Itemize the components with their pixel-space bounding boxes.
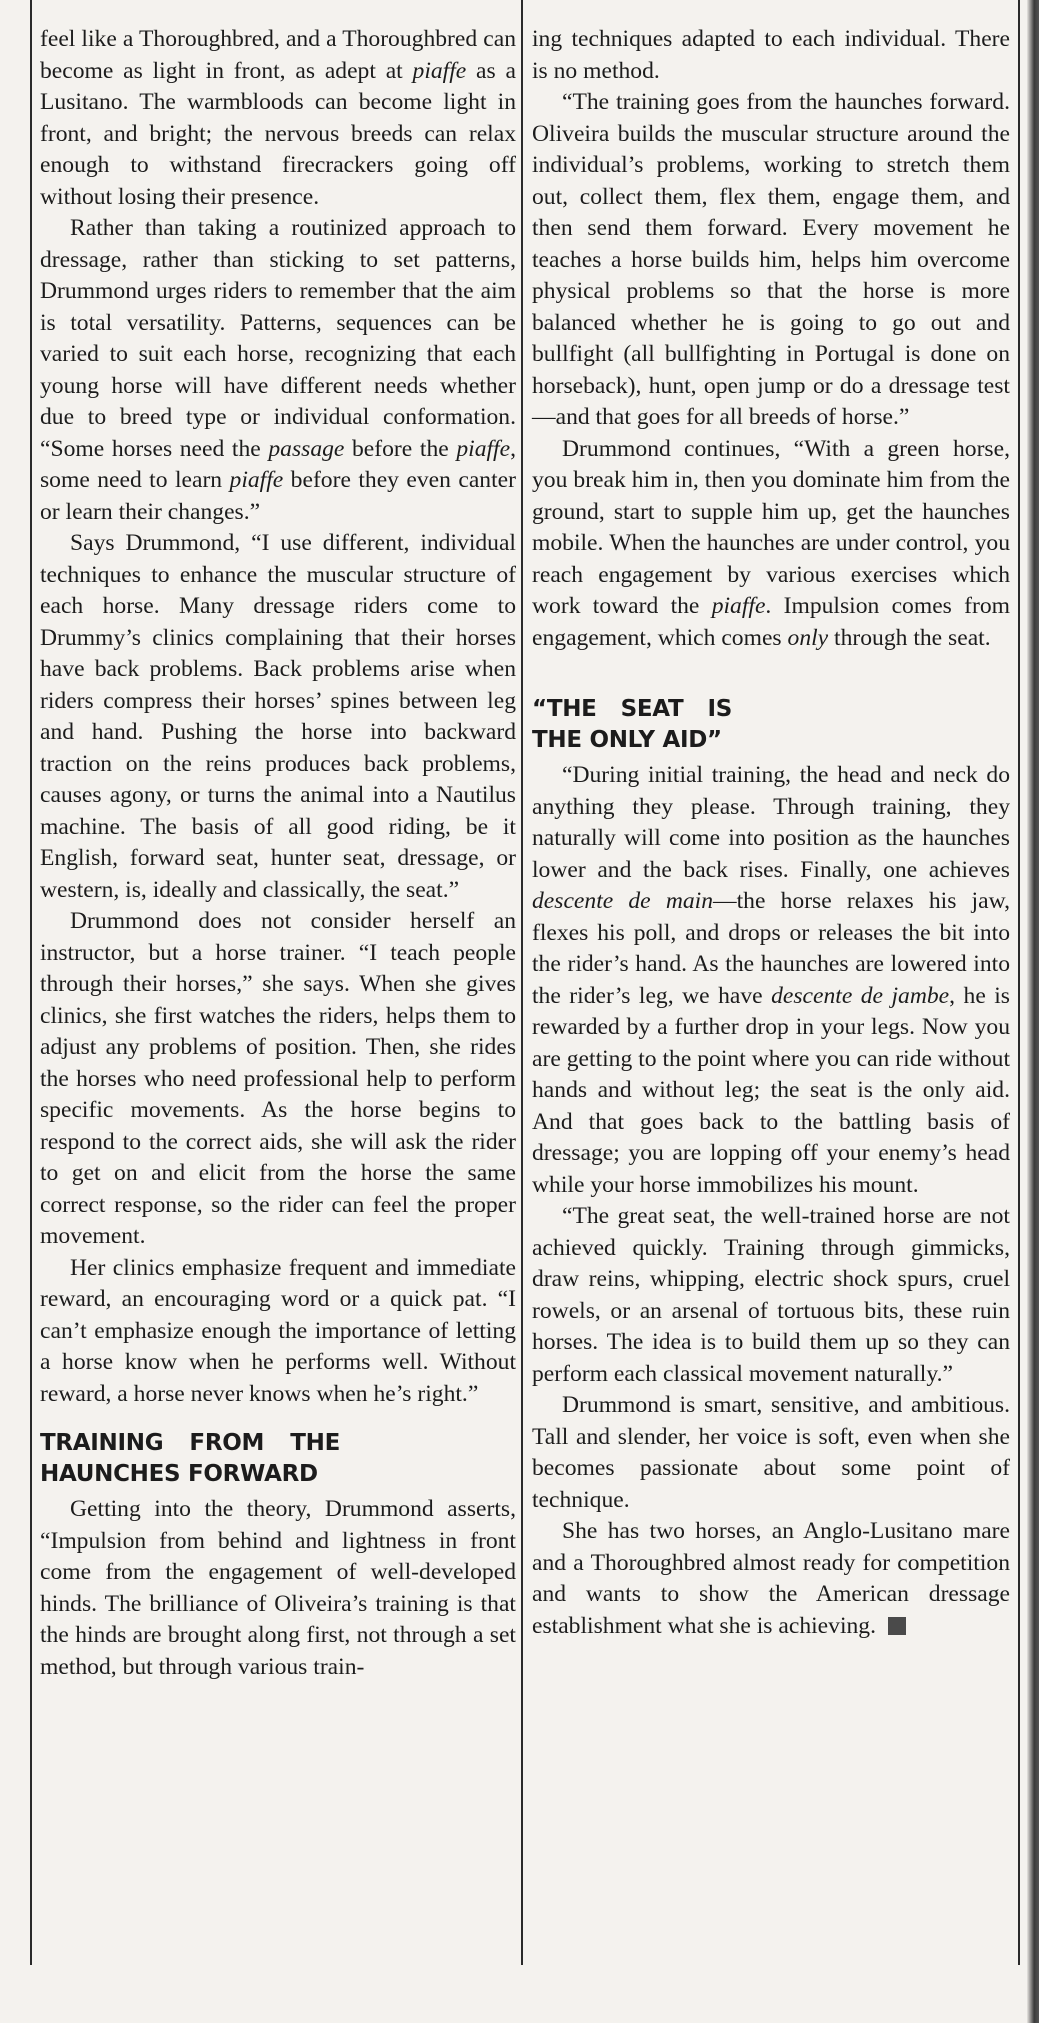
text-run: as a Lusitano. The warmbloods can become light in front, and bright; the nervous breeds can relax enough to withstand firecrackers going off without losing their presence.	[40, 57, 516, 210]
paragraph	[532, 1390, 1010, 1516]
right-column	[532, 24, 1010, 1642]
text-run: Drummond continues, “With a green horse, you break him in, then you dominate him from the ground, start to supple him up, get the haunches mobile. When the haunches are under control, you reach engagement by various exercises which work toward the	[532, 435, 1010, 619]
italic-term: piaffe	[456, 435, 511, 462]
paragraph	[40, 1494, 516, 1683]
section-heading: “THE SEAT IS THE ONLY AID”	[532, 696, 732, 753]
italic-term: only	[787, 624, 829, 651]
italic-term: piaffe	[229, 467, 284, 493]
text-run: Says Drummond, “I use different, individual techniques to enhance the muscular structure of each horse. Many dressage riders come to Drummy’s clinics complaining that their horses have back problems. Back problems arise when riders compress their horses’ spines between leg and hand. Pushing the horse into backward traction on the reins produces back problems, causes agony, or turns the animal into a Nautilus machine. The basis of all good riding, be it English, forward seat, hunter seat, dressage, or western, is, ideally and classically, the seat.”	[40, 530, 516, 903]
italic-term: descente de main	[532, 888, 714, 914]
paragraph	[40, 1253, 516, 1411]
paragraph	[532, 1516, 1010, 1642]
paragraph	[40, 528, 516, 906]
text-run: She has two horses, an Anglo-Lusitano mare and a Thoroughbred almost ready for competition and wants to show the American dressage establishment what she is achieving.	[532, 1518, 1010, 1639]
paragraph	[532, 1201, 1010, 1390]
italic-term: passage	[268, 435, 345, 462]
right-margin-rule	[1018, 0, 1020, 1965]
italic-term: descente de jambe	[771, 982, 950, 1009]
left-column	[40, 24, 516, 1683]
paragraph	[532, 87, 1010, 434]
italic-term: piaffe	[412, 57, 467, 84]
text-run: through the seat.	[828, 624, 991, 651]
text-run: , some need to learn	[40, 435, 516, 493]
column-divider-rule	[521, 0, 523, 1965]
text-run: Drummond is smart, sensitive, and ambitious. Tall and slender, her voice is soft, even when she becomes passionate about some point of technique.	[532, 1392, 1010, 1513]
paragraph	[532, 24, 1010, 87]
text-run: . Impulsion comes from engagement, which comes	[532, 593, 1010, 651]
text-run: “The great seat, the well-trained horse are not achieved quickly. Training through gimmicks, draw reins, whipping, electric shock spurs, cruel rowels, or an arsenal of tortuous bits, these ruin horses. The idea is to build them up so they can perform each classical movement naturally.”	[532, 1203, 1010, 1387]
section-heading: TRAINING FROM THE HAUNCHES FORWARD	[40, 1430, 340, 1487]
paragraph	[532, 760, 1010, 1201]
italic-term: piaffe	[711, 593, 766, 619]
paragraph	[40, 24, 516, 213]
paragraph	[40, 906, 516, 1253]
text-run: feel like a Thoroughbred, and a Thoroughbred can become as light in front, as adept at	[40, 26, 516, 84]
text-run: “The training goes from the haunches forward. Oliveira builds the muscular structure around the individual’s problems, working to stretch them out, collect them, flex them, engage them, and then send them forward. Every movement he teaches a horse builds him, helps him overcome physical problems so that the horse is more balanced whether he is going to go out and bullfight (all bullfighting in Portugal is done on horseback), hunt, open jump or do a dressage test—and that goes for all breeds of horse.”	[532, 89, 1010, 430]
paragraph	[532, 434, 1010, 655]
text-run: before they even canter or learn their changes.”	[40, 467, 516, 525]
text-run: Getting into the theory, Drummond asserts, “Impulsion from behind and lightness in front come from the engagement of well-developed hinds. The brilliance of Oliveira’s training is that the hinds are brought along first, not through a set method, but through various train-	[40, 1496, 516, 1680]
text-run: , he is rewarded by a further drop in your legs. Now you are getting to the point where you can ride without hands and without leg; the seat is the only aid. And that goes back to the battling basis of dressage; you are lopping off your enemy’s head while your horse immobilizes his mount.	[532, 982, 1010, 1198]
left-margin-rule	[30, 0, 32, 1965]
text-run: Her clinics emphasize frequent and immediate reward, an encouraging word or a quick pat. “I can’t emphasize enough the importance of letting a horse know when he performs well. Without reward, a horse never knows when he’s right.”	[40, 1254, 516, 1407]
text-run: Rather than taking a routinized approach to dressage, rather than sticking to set patterns, Drummond urges riders to remember that the aim is total versatility. Patterns, sequences can be varied to suit each horse, recognizing that each young horse will have different needs whether due to breed type or individual conformation. “Some horses need the	[40, 215, 516, 462]
paragraph	[40, 213, 516, 528]
text-run: Drummond does not consider herself an instructor, but a horse trainer. “I teach people through their horses,” she says. When she gives clinics, she first watches the riders, helps them to adjust any problems of position. Then, she rides the horses who need professional help to perform specific movements. As the horse begins to respond to the correct aids, she will ask the rider to get on and elicit from the horse the same correct response, so the rider can feel the proper movement.	[40, 908, 516, 1249]
text-run: “During initial training, the head and neck do anything they please. Through training, they naturally will come into position as the haunches lower and the back rises. Finally, one achieves	[532, 762, 1010, 883]
end-of-article-mark	[888, 1617, 906, 1635]
text-run: before the	[344, 435, 457, 462]
text-run: ing techniques adapted to each individual. There is no method.	[532, 26, 1010, 84]
page-edge-shadow	[1027, 0, 1039, 2023]
text-run: —the horse relaxes his jaw, flexes his poll, and drops or releases the bit into the rider’s hand. As the haunches are lowered into the rider’s leg, we have	[532, 888, 1010, 1009]
